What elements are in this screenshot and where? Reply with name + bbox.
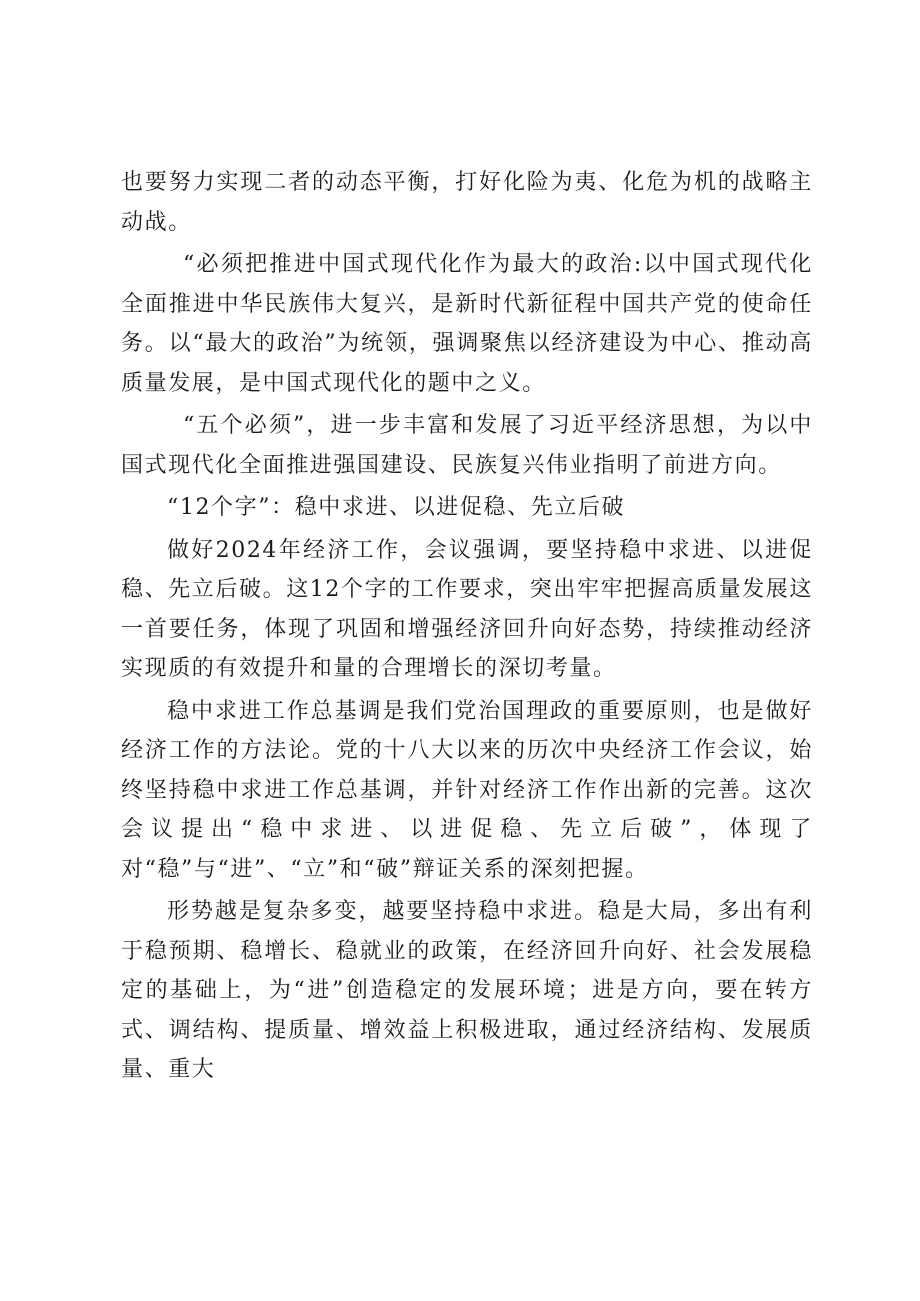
paragraph-biggest-politics: “必须把推进中国式现代化作为最大的政治:以中国式现代化全面推进中华民族伟大复兴，是新时代新征程中国共产党的使命任务。以“最大的政治”为统领，强调聚焦以经济建设为中心、推动高质量发展，是中国式现代化的题中之义。 <box>121 252 813 396</box>
paragraph-five-musts: “五个必须”，进一步丰富和发展了习近平经济思想，为以中国式现代化全面推进强国建设、民族复兴伟业指明了前进方向。 <box>121 413 813 478</box>
paragraph-general-tone: 稳中求进工作总基调是我们党治国理政的重要原则，也是做好经济工作的方法论。党的十八大以来的历次中央经济工作会议，始终坚持稳中求进工作总基调，并针对经济工作作出新的完善。这次会议提出“稳中求进、以进促稳、先立后破”，体现了对“稳”与“进”、“立”和“破”辩证关系的深刻把握。 <box>121 698 813 882</box>
paragraph-stability-progress: 形势越是复杂多变，越要坚持稳中求进。稳是大局，多出有利于稳预期、稳增长、稳就业的政策，在经济回升向好、社会发展稳定的基础上，为“进”创造稳定的发展环境；进是方向，要在转方式、调结构、提质量、增效益上积极进取，通过经济结构、发展质量、重大 <box>121 899 813 1082</box>
section-heading-12-characters: “12个字”：稳中求进、以进促稳、先立后破 <box>167 495 626 520</box>
paragraph-continuation: 也要努力实现二者的动态平衡，打好化险为夷、化危为机的战略主动战。 <box>121 170 813 235</box>
paragraph-2024-economic-work: 做好2024年经济工作，会议强调，要坚持稳中求进、以进促稳、先立后破。这12个字的工作要求，突出牢牢把握高质量发展这一首要任务，体现了巩固和增强经济回升向好态势，持续推动经济实现质的有效提升和量的合理增长的深切考量。 <box>121 537 813 681</box>
document-body <box>121 163 813 1093</box>
